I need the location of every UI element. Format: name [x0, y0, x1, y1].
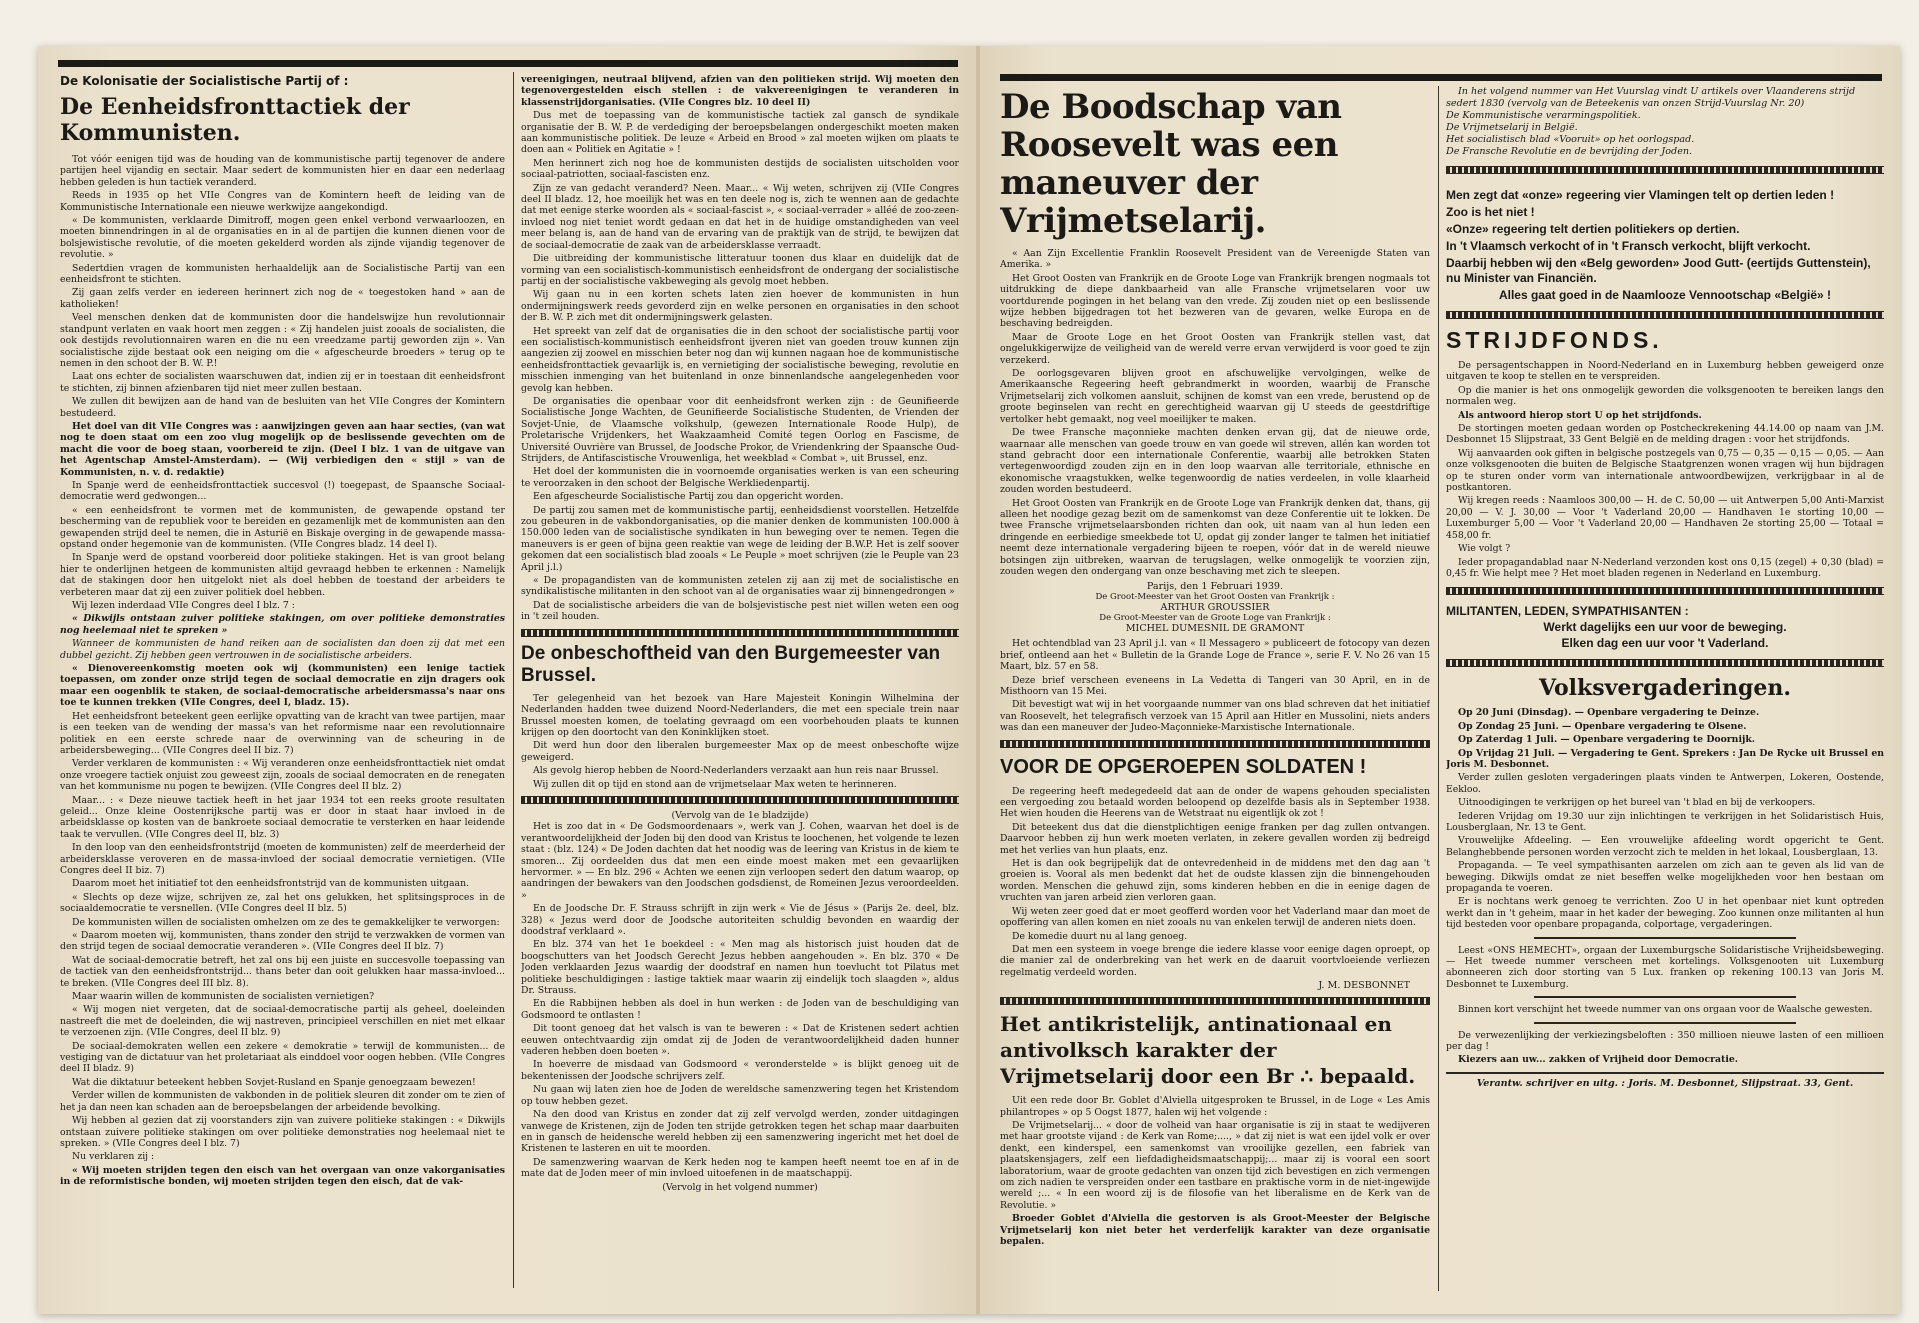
section-divider	[1000, 997, 1430, 1005]
section-divider	[1446, 311, 1884, 319]
militanten-title: MILITANTEN, LEDEN, SYMPATHISANTEN :	[1446, 604, 1689, 619]
paragraph: Wij hebben al gezien dat zij voorstanders zijn van zuivere politieke stakingen : « Dikwijls ontstaan zuivere politieke stakingen om over politieke demonstraties nog heelemaal niet te spreken. » (VIIe Congres deel I blz. 7)	[60, 1115, 505, 1149]
next-issue-item: De Kommunistische verarmingspolitiek.	[1446, 110, 1641, 121]
paragraph: Deze brief verscheen eveneens in La Vedetta di Tangeri van 30 April, en in de Misthoorn van 15 Mei.	[1000, 674, 1430, 697]
paragraph: Verder verklaren de kommunisten : « Wij veranderen onze eenheidsfronttactiek niet omdat onze vroegere tactiek onjuist zou geweest zijn, zooals de sociaal democraten en de renegaten van het kommunisme nu pogen te bewijzen. (VIIe Congres deel II blz. 2)	[60, 758, 505, 793]
paragraph: « Daarom moeten wij, kommunisten, thans zonder den strijd te verzwakken de vormen van den strijd tegen de sociaal democratie veranderen ». (VIIe Congres deel II blz. 7)	[60, 930, 505, 953]
paragraph: Wij kregen reeds : Naamloos 300,00 — H. de C. 50,00 — uit Antwerpen 5,00 Anti-Marxist 20,00 — V. J. 30,00 — Voor 't Vaderland 20,00 — Handhaven 1e storting 10,00 — Luxemburger 5,00 — Voor 't Vaderland 20,00 — Handhaven 2e storting 25,00 — Totaal = 458,00 fr.	[1446, 495, 1884, 541]
paragraph: « Dikwijls ontstaan zuiver politieke stakingen, om over politieke demonstraties nog heelemaal niet te spreken »	[60, 613, 505, 636]
paragraph: « een eenheidsfront te vormen met de kommunisten, de gewapende opstand ter bescherming van de republiek voor te bereiden en gezamenlijk met de kommunisten aan den gewapenden strijd deel te nemen, die in Asturië en Biskaje overging in de gewapende massa-opstand onder hegemonie van de kommunisten. (VIIe Congres bladz. 14 deel I).	[60, 504, 505, 550]
paragraph: Het is zoo dat in « De Godsmoordenaars », werk van J. Cohen, waarvan het doel is de verantwoordelijkheid der Joden bij den dood van Kristus te loochenen, het volgende te lezen staat : (blz. 124) « De Joden dachten dat het noodig was de leering van Kristus in de kiem te smoren... Zij oordeelden dus dat men een einde moest maken met een gevaarlijken hervormer. » — En blz. 296 « Achten we eenen zijn verloopen sedert den datum waarop, op aandringen der bewakers van den Joodschen godsdienst, de Romeinen Jezus veroordeelden. »	[521, 821, 959, 901]
paragraph: Uitnoodigingen te verkrijgen op het bureel van 't blad en bij de verkoopers.	[1458, 797, 1816, 809]
paragraph: Een afgescheurde Socialistische Partij zou dan opgericht worden.	[533, 491, 844, 503]
paragraph: Uit een rede door Br. Goblet d'Alviella uitgesproken te Brussel, in de Loge « Les Amis philantropes » op 5 Oogst 1877, halen wij het volgende :	[1000, 1095, 1430, 1118]
paragraph: Wij weten zeer goed dat er moet geofferd worden voor het Vaderland maar dan moet de opoffering van allen komen en niet zooals nu van enkelen terwijl de anderen niets doen.	[1000, 905, 1430, 929]
paragraph: De regeering heeft medegedeeld dat aan de onder de wapens gehouden specialisten een vergoeding zou betaald worden beloopend op dezelfde basis als in September 1938. Het wien houden die Heerens van de Wetstraat nu eigentlijk ok zot !	[1000, 785, 1430, 820]
paragraph: Zij gaan zelfs verder en iedereen herinnert zich nog de « toegestoken hand » aan de katholieken!	[60, 287, 505, 310]
paragraph: Wij lezen inderdaad VIIe Congres deel I blz. 7 :	[72, 600, 295, 612]
paragraph: In hoeverre de misdaad van Godsmoord « veronderstelde » is blijkt genoeg uit de bekentenissen der Joodsche schrijvers zelf.	[521, 1059, 959, 1082]
next-issue-item: Het socialistisch blad «Vooruit» op het oorlogspad.	[1446, 134, 1695, 145]
paragraph: Als gevolg hierop hebben de Noord-Nederlanders verzaakt aan hun reis naar Brussel.	[533, 765, 939, 777]
paragraph: Veel menschen denken dat de kommunisten door die handelswijze hun revolutionnair standpunt verlaten en vaak hoort men zeggen : « Zij handelen juist zooals de socialisten, die ook destijds revolutionnairen waren en die nu een vreedzame partij geworden zijn ». Van socialistische zijde bestaat ook een neiging om die « afgescheurde broeders » terug op te nemen in den schoot der B. W. P.!	[60, 312, 505, 369]
paragraph: De Vrijmetselarij... « door de volheid van haar organisatie is zij in staat te wedijveren met haar grootste vijand : de Kerk van Rome;...., » dat zij niet is wat een ijdel volk er over denkt, een kinderspel, een samenkomst van vrooilijke gezellen, een fabriek van plaatskensjagers, zelf een liefdadigheidsmaatschappij;... maar zij is vooral een soort laboratorium, waar de groote gedachten van onzen tijd zich bevestigen en zich vermengen om zich nadien te verspreiden onder een tastbare en praktische vorm in de niet-ingewijde wereld ;... « In een woord zij is de filosofie van het liberalisme en de Kerk van de Revolutie. »	[1000, 1119, 1430, 1211]
paragraph: Wat die diktatuur beteekent hebben Sovjet-Rusland en Spanje genoegzaam bewezen!	[72, 1076, 476, 1088]
paragraph: Vrouwelijke Afdeeling. — Een vrouwelijke afdeeling wordt opgericht te Gent. Belanghebbende personen worden verzocht zich te melden in het lokaal, Lousberglaan, 13.	[1446, 835, 1884, 858]
paragraph: Verder zullen gesloten vergaderingen plaats vinden te Antwerpen, Lokeren, Oostende, Eekloo.	[1446, 772, 1884, 795]
regeering-line: Men zegt dat «onze» regeering vier Vlamingen telt op dertien leden !	[1446, 188, 1835, 202]
section-divider	[1446, 659, 1884, 667]
paragraph: In Spanje werd de opstand voorbereid door politieke stakingen. Het is van groot belang hier te onderlijnen hetgeen de kommunisten altijd gevraagd hebben te erkennen : Namelijk dat de stakingen door hen uitgelokt niet als doel hebben de toestand der arbeiders te verbeteren maar dat zij een zuiver politiek doel hebben.	[60, 552, 505, 598]
godsmoord-article	[521, 821, 959, 1179]
paragraph: Die uitbreiding der kommunistische litteratuur toonen dus klaar en duidelijk dat de vorming van een socialistisch-kommunistisch eenheidsfront de ondergang der socialistische partij en der socialistische vakbeweging als gevolg moet hebben.	[521, 253, 959, 287]
paragraph: Maar... : « Deze nieuwe tactiek heeft in het jaar 1934 tot een reeks groote resultaten geleid... Onze kleine Oostenrijksche partij was er door in staat haar invloed in de arbeidsklasse op kosten van de bankroete sociaal democratie te versterken en haar leidende taak te vervullen. (VIIe Congres deel II, blz. 3)	[60, 794, 505, 840]
strijdfonds-title: STRIJDFONDS.	[1446, 327, 1663, 353]
continued-from-label: (Vervolg van de 1e bladzijde)	[671, 809, 809, 821]
paragraph: De kommunisten willen de socialisten omhelzen om ze des te gemakkelijker te verworgen:	[72, 916, 500, 928]
paragraph: Dus met de toepassing van de kommunistische tactiek zal gansch de syndikale organisatie der B. W. P. de verdediging der beroepsbelangen ondergeschikt moeten maken aan kommunistische politiek. De leuze « Arbeid en Brood » zal moeten wijken om plaats te doen aan « Politiek en Agitatie » !	[521, 110, 959, 156]
strijdfonds-article	[1446, 360, 1884, 579]
paragraph: In den loop van den eenheidsfrontstrijd (moeten de kommunisten) zelf de meerderheid der arbeidersklasse veroveren en de massa-invloed der sociaal democratie vernietigen. (VIIe Congres deel II biz. 7)	[60, 842, 505, 876]
burgemeester-article	[521, 693, 959, 790]
eenheidsfront-continued	[521, 74, 959, 623]
paragraph: En de Joodsche Dr. F. Strauss schrijft in zijn werk « Vie de Jésus » (Parijs 2e. deel, blz. 328) « Jezus werd door de Joodsche autoriteiten schuldig bevonden en waardig der doodstraf verklaard ».	[521, 903, 959, 937]
paragraph: De persagentschappen in Noord-Nederland en in Luxemburg hebben geweigerd onze uitgaven te koop te stellen en te verspreiden.	[1446, 360, 1884, 383]
paragraph: Wie volgt ?	[1458, 543, 1511, 555]
soldaten-headline: VOOR DE OPGEROEPEN SOLDATEN !	[1000, 755, 1367, 778]
meeting-item: Op Zondag 25 Juni. — Openbare vergadering te Olsene.	[1458, 720, 1747, 732]
regeering-line: Daarbij hebben wij den «Belg geworden» Jood Gutt- (eertijds Guttenstein), nu Minister van Financiën.	[1446, 256, 1871, 285]
paragraph: De organisaties die openbaar voor dit eenheidsfront werken zijn : de Geunifieerde Socialistische Jonge Wachten, de Geunifieerde Socialistische Studenten, de Vrienden der Sovjet-Unie, de Vlaamsche volkshulp, (gewezen Internationale Roode Hulp), de Proletarische Vrijdenkers, het Waakzaamheid Comité tegen Oorlog en Fascisme, de Université Ouvrière van Brussel, de Joodsche Prokor, de Vriendenkring der Spaansche Oud-Strijders, de Antifascistische Vrouwenliga, het weekblad « Combat », uit Brussel, enz.	[521, 395, 959, 464]
paragraph: Verder willen de kommunisten de vakbonden in de politiek sleuren dit zonder om te zien of het ja dan neen kan schaden aan de beroepsbelangen der arbeidende bevolking.	[60, 1090, 505, 1113]
paragraph: De stortingen moeten gedaan worden op Postcheckrekening 44.14.00 op naam van J.M. Desbonnet 15 Slijpstraat, 33 Gent België en de melding dragen : voor het strijdfonds.	[1446, 423, 1884, 446]
paragraph: Het eenheidsfront beteekent geen eerlijke opvatting van de kracht van twee partijen, maar is een teeken van de wending der massa's van het reformisme naar een revolutionnaire politiek en een eerste schrede naar de overwinning van de scheuring in de arbeidersbeweging... (VIIe Congres deel II biz. 7)	[60, 710, 505, 756]
paragraph: Dat de socialistische arbeiders die van de bolsjevistische pest niet willen weten een oog in 't zeil houden.	[521, 599, 959, 623]
paragraph: Propaganda. — Te veel sympathisanten aarzelen om zich aan te geven als lid van de beweging. Dikwijls omdat ze niet beseffen welke mogelijkheden voor hen bestaan om propaganda te voeren.	[1446, 860, 1884, 894]
signature-name-1: ARTHUR GROUSSIER	[1160, 602, 1270, 614]
paragraph: « Wij moeten strijden tegen den eisch van het overgaan van onze vakorganisaties in de reformistische bonden, wij moeten strijden tegen den eisch, dat de vak-	[60, 1164, 505, 1188]
meeting-item: Op Zaterdag 1 Juli. — Openbare vergadering te Doornijk.	[1458, 734, 1756, 746]
right-top-rule	[1000, 74, 1882, 81]
paragraph: Men herinnert zich nog hoe de kommunisten destijds de socialisten uitscholden voor sociaal-patriotten, sociaal-fascisten enz.	[521, 157, 959, 181]
signature-title-2: De Groot-Meester van de Groote Loge van Frankrijk :	[1099, 613, 1331, 624]
paragraph: Wat de sociaal-democratie betreft, het zal ons bij een juiste en succesvolle toepassing van de tactiek van den eenheidsfrontstrijd... thans beter dan ooit gelukken haar massa-invloed... te breken. (VIIe Congres deel III blz. 8).	[60, 954, 505, 989]
right-column-rule	[1438, 86, 1439, 1291]
roosevelt-date: Parijs, den 1 Februari 1939.	[1146, 581, 1284, 593]
regeering-box	[1446, 188, 1884, 303]
paragraph: Het Groot Oosten van Frankrijk en de Groote Loge van Frankrijk denken dat, thans, gij alleen het noodige gezag bezit om de samenkomst van deze Conferentie uit te lokken. De twee Fransche vrijmetselaarsbonden richten dan ook, uit naam van al hun leden een dringende en eerbiedige smeekbede tot U, opdat gij zonder langer te talmen het initiatief neemt deze internationale vergadering bijeen te roepen, vóór dat in de wereld nieuwe botsingen zijn uitbreken, waarvan de terugslagen, welke onmogelijk te voorzien zijn, zouden wegen den ondergang van onze beschaving met zich te sleepen.	[1000, 497, 1430, 577]
paragraph: Dit beteekent dus dat die dienstplichtigen eenige franken per dag zullen ontvangen. Daarvoor hebben zij hun werk moeten verlaten, in zekere gevallen worden zij bedreigd met het verlies van hun plaats, enz.	[1000, 821, 1430, 856]
right-column-1	[1000, 86, 1430, 1301]
paragraph: « Wij mogen niet vergeten, dat de sociaal-democratische partij als geheel, doeleinden nastreeft die met de doeleinden, die wij nastreven, principieel verschillen en niet met elkaar te verzoenen zijn. (VIIe Congres, deel II blz. 9)	[60, 1004, 505, 1039]
paragraph: Zijn ze van gedacht veranderd? Neen. Maar... « Wij weten, schrijven zij (VIIe Congres deel II bladz. 12, hoe moeilijk het was en ten deele nog is, zich te wennen aan de gedachte dat met eenige sterke woorden als « sociaal-fascist », « sociaal-verrader » alléé de zoo-zeen- invloed nog niet teniet wordt gedaan en dat het in de huidige omstandigheden van veel meer belang is, aan de hand van de ervaring van de praktijk van de strijd, te bewijzen dat de sociaal-democratie de zaak van de arbeidersklasse verraadt.	[521, 182, 959, 251]
publisher-footer: Verantw. schrijver en uitg. : Joris. M. Desbonnet, Slijpstraat. 33, Gent.	[1476, 1077, 1854, 1089]
section-divider	[521, 796, 959, 804]
paragraph: Iederen Vrijdag om 19.30 uur zijn inlichtingen te verkrijgen in het Solidaristisch Huis, Lousberglaan, Nr. 13 te Gent.	[1446, 810, 1884, 833]
paragraph: Het ochtendblad van 23 April j.l. van « Il Messagero » publiceert de fotocopy van dezen brief, ontleend aan het « Bulletin de la Grande Loge de France », serie F. V. No 26 van 15 Maart, blz. 57 en 58.	[1000, 638, 1430, 673]
paragraph: Daarom moet het initiatief tot den eenheidsfrontstrijd van de kommunisten uitgaan.	[72, 878, 470, 890]
paragraph: « De propagandisten van de kommunisten zetelen zij aan zij met de socialistische en syndikalistische militanten in den schoot van al de organisaties waar zij binnengedrongen »	[521, 575, 959, 598]
paragraph: Wij aanvaarden ook giften in belgische postzegels van 0,75 — 0,35 — 0,15 — 0,05. — Aan onze volksgenooten die buiten de Belgische Staatgrenzen wonen vragen wij hun bijdragen op te sturen onder vorm van internationale antwoordbewijzen, verkrijgbaar in al de postkantoren.	[1446, 447, 1884, 494]
paragraph: De sociaal-demokraten wellen een zekere « demokratie » terwijl de kommunisten... de vestiging van de dictatuur van het proletariaat als einddoel voor oogen hebben. (VIIe Congres deel II bladz. 9)	[60, 1040, 505, 1075]
paragraph: En blz. 374 van het 1e boekdeel : « Men mag als historisch juist houden dat de boogschutters van het Joodsch Gerecht Jezus hebben aangehouden ». En blz. 370 « De Joden verklaarden Jezus waardig der doodstraf en namen hun toevlucht tot Pilatus met politieke beschuldigingen : lastige taktiek maar waarin zij eindelijk toch slaagden », aldus Dr. Strauss.	[521, 939, 959, 997]
kolonisatie-kicker: De Kolonisatie der Socialistische Partij of :	[60, 74, 349, 88]
paragraph: Leest «ONS HEMECHT», orgaan der Luxemburgsche Solidaristische Vrijheidsbeweging. — Het tweede nummer verscheen met kortelings. Volksgenooten uit Luxemburg abonneeren zich door storting van 5 Lux. franken op rekening 100.13 van Joris M. Desbonnet te Luxemburg.	[1446, 944, 1884, 990]
paragraph: « De kommunisten, verklaarde Dimitroff, mogen geen enkel verbond verwaarloozen, en moeten binnendringen in al de organisaties en in al de partijen die kunnen dienen voor de bolsjewistische revolutie, of die moeten gekelderd worden als zijnde vijandig tegenover de revolutie. »	[60, 215, 505, 261]
militanten-line: Elken dag een uur voor 't Vaderland.	[1561, 636, 1769, 651]
paragraph: Wanneer de kommunisten de hand reiken aan de socialisten dan doen zij dat met een dubbel gezicht. Zij hebben geen vertrouwen in de socialistische arbeiders.	[60, 638, 505, 661]
paragraph: De komedie duurt nu al lang genoeg.	[1012, 930, 1188, 942]
paragraph: De twee Fransche maçonnieke machten denken ervan gij, dat de nieuwe orde, waarnaar alle menschen van goede trouw en van goede wil streven, allén kan worden tot stand gebracht door een internationale Conferentie, waarbij alle betrokken Staten vertegenwoordigd zouden zijn en in den loop waarvan alle territoriale, ethnische en ekonomische vraagstukken, welke tegenwoordig de naties verdeelen, in volle klaarheid zouden worden bestudeerd.	[1000, 427, 1430, 496]
militanten-line: Werkt dagelijks een uur voor de beweging.	[1543, 620, 1787, 635]
regeering-line: «Onze» regeering telt dertien politiekers op dertien.	[1446, 222, 1740, 236]
paragraph: Dit bevestigt wat wij in het voorgaande nummer van ons blad schreven dat het initiatief van Roosevelt, het telegrafisch verzoek van 15 April aan Hitler en Mussolini, niets anders was dan een maneuver der Judeo-Maçonnieke-Marxistische Internationale.	[1000, 699, 1430, 734]
paragraph: Maar waarin willen de kommunisten de socialisten vernietigen?	[72, 991, 375, 1003]
section-divider	[521, 629, 959, 637]
eenheidsfront-headline: De Eenheidsfronttactiek der Kommunisten.	[60, 94, 410, 146]
left-top-rule	[58, 60, 958, 67]
signature-title-1: De Groot-Meester van het Groot Oosten van Frankrijk :	[1095, 592, 1335, 603]
paragraph: Op die manier is het ons onmogelijk geworden die volksgenooten te bereiken langs den normalen weg.	[1446, 384, 1884, 408]
paragraph: Wij gaan nu in een korten schets laten zien hoever de kommunisten in hun ondermijningswerk reeds gevorderd zijn en welke personen en organisaties in den schoot der B. W. P. zich met dit ondermijningswerk gelasten.	[521, 289, 959, 324]
paragraph: De partij zou samen met de kommunistische partij, eenheidsdienst voorstellen. Hetzelfde zou gebeuren in de vakbondorganisaties, op die manier denken de kommunisten 100.000 à 150.000 leden van de socialistische syndikaten in hun beweging over te nemen. Tegen die maneuvers is er geen of bijna geen reaktie van wege de leiding der B.W.P. Het is zelf soover gekomen dat een socialistisch blad zooals « Le Peuple » moet schrijven (zie le Peuple van 23 April j.l.)	[521, 504, 959, 573]
antikristelijk-article	[1000, 1095, 1430, 1247]
paragraph: We zullen dit bewijzen aan de hand van de besluiten van het VIIe Congres der Komintern bestudeerd.	[60, 396, 505, 419]
paragraph: Sedertdien vragen de kommunisten herhaaldelijk aan de Socialistische Partij van een eenheidsfront te stichten.	[60, 262, 505, 286]
paragraph: « Dienovereenkomstig moeten ook wij (kommunisten) een lenige tactiek toepassen, om zonder onze strijd tegen de sociaal democratie en zijn dragers ook maar een oogenblik te staken, de sociaal-democratische arbeidersmassa's naar ons toe te kunnen trekken (VIIe Congres, deel I, bladz. 15).	[60, 663, 505, 709]
left-column-rule	[513, 72, 514, 1288]
section-divider	[1000, 740, 1430, 748]
paragraph: In Spanje werd de eenheidsfronttactiek succesvol (!) toegepast, de Spaansche Sociaal-democratie werd gedwongen...	[60, 479, 505, 503]
verkiezing-notice	[1446, 1030, 1884, 1066]
paragraph: Het spreekt van zelf dat de organisaties die in den schoot der socialistische partij voor een socialistisch-kommunistisch eenheidsfront ijveren niet van goeden trouw kunnen zijn aangezien zij zoowel en misschien beter nog dan wij kunnen nagaan hoe de kommunistische eenheidsfronttactiek gevaarlijk is, en vernietiging der socialistische beweging, revolutie en misschien inmenging van het buitenland in onze binnenlandsche aangelegenheden voor gevolg kan hebben.	[521, 325, 959, 394]
paragraph: Laat ons echter de socialisten waarschuwen dat, indien zij er in toestaan dit eenheidsfront te stichten, zij binnen afzienbaren tijd niet meer zullen bestaan.	[60, 371, 505, 394]
paragraph: Maar de Groote Loge en het Groot Oosten van Frankrijk stellen vast, dat ongelukkigerwijze de veiligheid van de wereld verre ervan verwijderd is voor goed te zijn verzekerd.	[1000, 331, 1430, 366]
paragraph: Het Groot Oosten van Frankrijk en de Groote Loge van Frankrijk brengen nogmaals tot uitdrukking de diepe dankbaarheid van alle Fransche vrijmetselaren voor uw voortdurende pogingen in het belang van den vrede. Zij zouden niet op een beslissende wijze hebben bijgedragen tot het bezweren van de gevaren, welke Europa en de beschaving bedreigden.	[1000, 272, 1430, 330]
ons-hemecht-notice	[1446, 945, 1884, 991]
paragraph: Als antwoord hierop stort U op het strijdfonds.	[1458, 409, 1702, 421]
section-divider	[1446, 166, 1884, 174]
left-column-2	[521, 74, 959, 1290]
paragraph: En die Rabbijnen hebben als doel in hun werken : de Joden van de beschuldiging van Godsmoord te ontlasten !	[521, 998, 959, 1021]
regeering-line: Alles gaat goed in de Naamlooze Vennootschap «België» !	[1498, 288, 1832, 302]
paragraph: Het doel van dit VIIe Congres was : aanwijzingen geven aan haar secties, (van wat nog te doen staat om een zoo vlug mogelijk op de beslissende gevechten om de macht die voor de boeg staan, voorbereid te zijn. (Deel I blz. 1 van de uitgave van het Agentschap Amstel-Amsterdam). — (Wij verbiedigen den « stijl » van de Kommunisten, n. v. d. redaktie)	[60, 420, 505, 478]
paragraph: Kiezers aan uw... zakken of Vrijheid door Democratie.	[1458, 1054, 1739, 1066]
paragraph: De oorlogsgevaren blijven groot en afschuwelijke vervolgingen, welke de Amerikaansche Regeering heeft gebrandmerkt in woorden, waarbij de Fransche Vrijmetselarij zich volkomen aansluit, schijnen de komst van een vrede, berustend op de groote beginselen van recht en gerechtigheid waarvan gij U steeds de geestdriftige vertolker hebt gemaakt, nog veel moeilijker te maken.	[1000, 368, 1430, 425]
right-column-2	[1446, 86, 1884, 1301]
footer-divider	[1446, 1072, 1884, 1074]
paragraph: Nu gaan wij laten zien hoe de Joden de wereldsche samenzwering tegen het Kristendom op touw hebben gezet.	[521, 1084, 959, 1107]
short-divider	[1534, 1022, 1797, 1024]
meeting-item: Op Vrijdag 21 Juli. — Vergadering te Gent. Sprekers : Jan De Rycke uit Brussel en Joris M. Desbonnet.	[1446, 747, 1884, 770]
meeting-item: Op 20 Juni (Dinsdag). — Openbare vergadering te Deinze.	[1458, 707, 1760, 719]
waalsche-notice	[1446, 1004, 1884, 1015]
signature-name-2: MICHEL DUMESNIL DE GRAMONT	[1125, 623, 1305, 635]
newspaper-sheet	[38, 46, 1900, 1314]
paragraph: « Aan Zijn Excellentie Franklin Roosevelt President van de Vereenigde Staten van Amerika. »	[1000, 248, 1430, 271]
paragraph: Nu verklaren zij :	[72, 1151, 155, 1163]
paragraph: Na den dood van Kristus en zonder dat zij zelf vervolgd werden, zonder uitdagingen vanwege de Kristenen, zijn de Joden ten strijde getrokken tegen het schap maar daarbuiten en in gansch de heidensche wereld hebben zij een samenzwering ingericht met het doel de Kristenen te lasteren en uit te moorden.	[521, 1109, 959, 1155]
paragraph: Binnen kort verschijnt het tweede nummer van ons orgaan voor de Waalsche gewesten.	[1458, 1004, 1873, 1016]
paragraph: De samenzwering waarvan de Kerk heden nog te kampen heeft neemt toe en af in de mate dat de Joden meer of min invloed uitoefenen in de maatschappij.	[521, 1156, 959, 1180]
next-issue-item: De Vrijmetselarij in België.	[1446, 122, 1578, 133]
paragraph: Ter gelegenheid van het bezoek van Hare Majesteit Koningin Wilhelmina der Nederlanden hadden twee duizend Noord-Nederlanders, die met een speciale trein naar Brussel moesten komen, de toelating gevraagd om een voorbehouden plaats te kunnen krijgen op den doortocht van den Koninklijken stoet.	[521, 692, 959, 738]
paragraph: Er is nochtans werk genoeg te verrichten. Zoo U in het openbaar niet kunt optreden werkt dan in 't geheim, maar in het kader der beweging. Zoo kunnen onze militanten al hun tijd besteden voor openbare propaganda, colportage, vergaderingen.	[1446, 896, 1884, 931]
eenheidsfront-article	[60, 154, 505, 1188]
paragraph: De verwezenlijking der verkiezingsbeloften : 350 millioen nieuwe lasten of een millioen per dag !	[1446, 1029, 1884, 1053]
next-issue-intro: In het volgend nummer van Het Vuurslag vindt U artikels over Vlaanderens strijd sedert 1830 (vervolg van de Beteekenis van onzen Strijd-Vuurslag Nr. 20)	[1446, 86, 1856, 109]
paragraph: Het is dan ook begrijpelijk dat de ontevredenheid in de middens met den dag aan 't groeien is. Vooral als men bedenkt dat het de oudste klassen zijn die binnengehouden worden. Menschen die gehuwd zijn, soms kinderen hebben en die in eenige dagen de vruchten van jaren arbeid zien verloren gaan.	[1000, 858, 1430, 904]
paragraph: vereenigingen, neutraal blijvend, afzien van den politieken strijd. Wij moeten den tegenovergestelden eisch stellen : de vakvereenigingen te veranderen in klassenstrijdorganisaties. (VIIe Congres blz. 10 deel II)	[521, 74, 959, 108]
section-divider	[1446, 587, 1884, 595]
soldaten-signature: J. M. DESBONNET	[1318, 980, 1410, 992]
volksvergaderingen-title: Volksvergaderingen.	[1538, 675, 1792, 702]
paragraph: Wij zullen dit op tijd en stond aan de vrijmetselaar Max weten te herinneren.	[533, 778, 897, 790]
paragraph: Tot vóór eenigen tijd was de houding van de kommunistische partij tegenover de andere partijen heel vijandig en sectair. Maar sedert de kommunisten hier en daar een nederlaag hebben geleden is hun tactiek veranderd.	[60, 154, 505, 188]
next-issue-box	[1446, 86, 1884, 158]
left-column-1	[60, 74, 505, 1290]
roosevelt-headline: De Boodschap van Roosevelt was een maneuver der Vrijmetselarij.	[1000, 87, 1342, 241]
roosevelt-article	[1000, 248, 1430, 577]
regeering-line: In 't Vlaamsch verkocht of in 't Fransch verkocht, blijft verkocht.	[1446, 239, 1811, 253]
continued-next-label: (Vervolg in het volgend nummer)	[662, 1181, 818, 1193]
paragraph: Dit werd hun door den liberalen burgemeester Max op de meest onbeschofte wijze geweigerd.	[521, 740, 959, 763]
paragraph: Broeder Goblet d'Alviella die gestorven is als Groot-Meester der Belgische Vrijmetselarij kon niet beter het verderfelijk karakter van deze organisatie bepalen.	[1000, 1213, 1430, 1247]
short-divider	[1534, 937, 1797, 939]
roosevelt-after	[1000, 638, 1430, 733]
paragraph: « Slechts op deze wijze, schrijven ze, zal het ons gelukken, het splitsingsproces in de sociaaldemocratie te versnellen. (VIIe Congres deel II blz. 5)	[60, 891, 505, 915]
center-fold	[976, 46, 980, 1314]
paragraph: Reeds in 1935 op het VIIe Congres van de Komintern heeft de leiding van de Kommunistische Internationale een nieuwe werkwijze aangekondigd.	[60, 190, 505, 213]
paragraph: Dit toont genoeg dat het valsch is van te beweren : « Dat de Kristenen sedert achtien eeuwen ontechtvaardig zijn omdat zij de Joden de verantwoordelijkheid daden hunner vaderen hebben doen boeten ».	[521, 1023, 959, 1058]
paragraph: Ieder propagandablad naar N-Nederland verzonden kost ons 0,15 (zegel) + 0,30 (blad) = 0,45 fr. Wie helpt mee ? Het moet bladen regenen in Nederland en Luxemburg.	[1446, 556, 1884, 579]
paragraph: Dat men een systeem in voege brenge die iedere klasse voor eenige dagen oproept, op die manier zal de onderbreking van het werk en de daaruit voortvloeiende verliezen regelmatig verdeeld worden.	[1000, 943, 1430, 978]
regeering-line: Zoo is het niet !	[1446, 205, 1535, 219]
volksvergaderingen-list	[1446, 707, 1884, 930]
short-divider	[1534, 996, 1797, 998]
soldaten-article	[1000, 786, 1430, 979]
paragraph: Het doel der kommunisten die in voornoemde organisaties werken is van een scheuring te veroorzaken in den schoot der Belgische Werkliedenpartij.	[521, 466, 959, 489]
next-issue-item: De Fransche Revolutie en de bevrijding der Joden.	[1446, 146, 1693, 157]
burgemeester-headline: De onbeschoftheid van den Burgemeester van Brussel.	[521, 642, 941, 686]
antikristelijk-headline: Het antikristelijk, antinationaal en antivolksch karakter der Vrijmetselarij door een Br ∴ bepaald.	[1000, 1012, 1416, 1089]
